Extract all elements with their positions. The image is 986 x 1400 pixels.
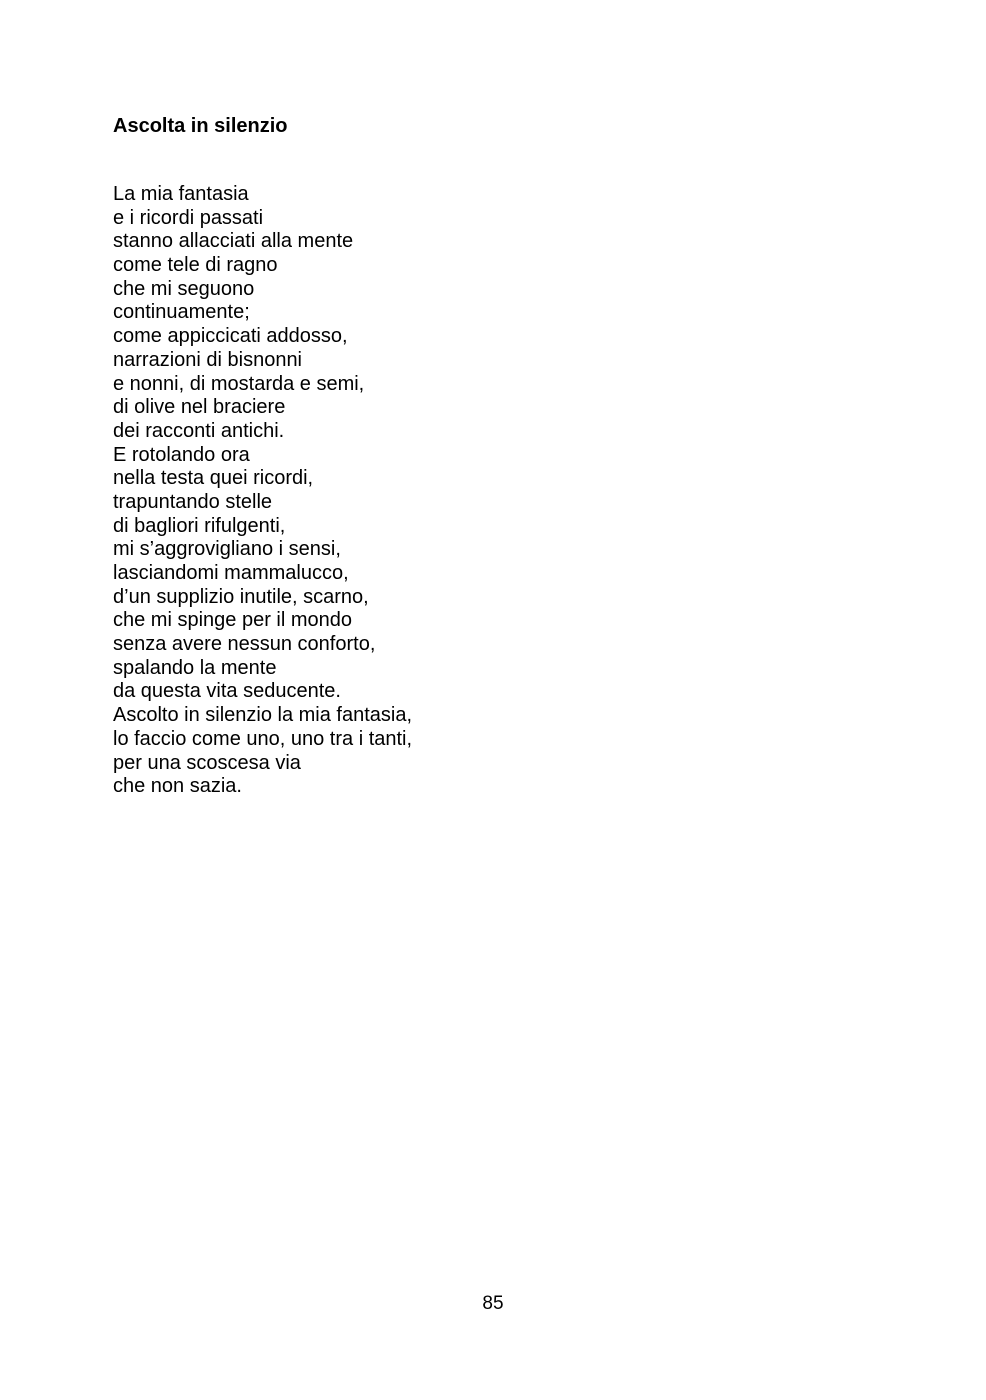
- poem-line: nella testa quei ricordi,: [113, 467, 314, 490]
- poem-line: che non sazia.: [113, 775, 242, 798]
- poem-line: E rotolando ora: [113, 443, 250, 466]
- poem-line: La mia fantasia: [113, 183, 249, 205]
- poem-line: Ascolto in silenzio la mia fantasia,: [113, 704, 413, 727]
- poem-line: e i ricordi passati: [113, 206, 264, 229]
- poem-line: che mi spinge per il mondo: [113, 609, 353, 632]
- poem-line: spalando la mente: [113, 656, 277, 679]
- poem-line: stanno allacciati alla mente: [113, 230, 354, 253]
- poem-line: e nonni, di mostarda e semi,: [113, 372, 365, 395]
- poem-line: narrazioni di bisnonni: [113, 348, 303, 371]
- poem-line: continuamente;: [113, 301, 250, 324]
- poem-line: trapuntando stelle: [113, 490, 273, 513]
- poem-line: da questa vita seducente.: [113, 680, 341, 703]
- poem-body: [113, 183, 412, 799]
- poem-line: d’un supplizio inutile, scarno,: [113, 585, 369, 608]
- poem-line: come tele di ragno: [113, 254, 278, 277]
- poem-line: senza avere nessun conforto,: [113, 633, 376, 656]
- poem-line: dei racconti antichi.: [113, 419, 285, 442]
- page-number: 85: [482, 1293, 504, 1314]
- poem-line: lo faccio come uno, uno tra i tanti,: [113, 727, 413, 750]
- poem-line: di olive nel braciere: [113, 396, 286, 419]
- poem-line: come appiccicati addosso,: [113, 325, 348, 348]
- poem-line: lasciandomi mammalucco,: [113, 562, 349, 584]
- poem-line: mi s’aggrovigliano i sensi,: [113, 538, 341, 561]
- poem-title: Ascolta in silenzio: [113, 115, 288, 137]
- poem-line: per una scoscesa via: [113, 751, 301, 774]
- poem-line: di bagliori rifulgenti,: [113, 514, 286, 537]
- poem-line: che mi seguono: [113, 277, 255, 300]
